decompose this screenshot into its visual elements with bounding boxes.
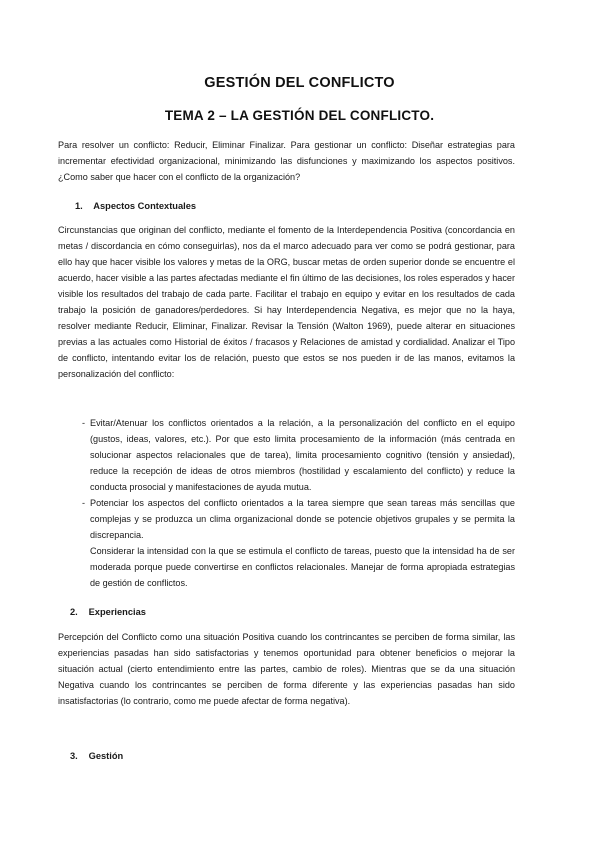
bullet-list [82, 415, 515, 591]
document-subtitle: TEMA 2 – LA GESTIÓN DEL CONFLICTO. [164, 108, 435, 123]
intro-paragraph: Para resolver un conflicto: Reducir, Eliminar Finalizar. Para gestionar un conflicto: Diseñar estrategias para incrementar efectividad organizacional, minimizando las disfunciones y maximizando los aspectos positivos. ¿Como saber que hacer con el conflicto de la organización? [58, 140, 515, 182]
bullet-marker: - [82, 498, 86, 508]
list-item-continuation [90, 543, 515, 591]
list-item-text: Potenciar los aspectos del conflicto orientados a la tarea siempre que sean tareas más sencillas que complejas y se produzca un clima organizacional donde se potencie objetivos grupales y se permita la discrepancia. [90, 498, 515, 540]
section-number: 3. [70, 751, 78, 761]
list-item [82, 415, 515, 495]
section-1-paragraph: Circunstancias que originan del conflicto, mediante el fomento de la Interdependencia Positiva (concordancia en metas / discordancia en cómo conseguirlas), nos da el marco adecuado para ver como se podrá gestionar, para ello hay que hacer visible los valores y metas de la ORG, buscar metas de orden superior donde se encuentre el acuerdo, hacer visible a las partes afectadas mediante el fin último de las decisiones, los roles esperados y hacer visible los resultados del trabajo de cada parte. Facilitar el trabajo en equipo y evitar en los resultados de cada trabajo la posición de ganadores/perdedores. Si hay Interdependencia Negativa, es mejor que no la haya, resolver mediante Reducir, Eliminar, Finalizar. Revisar la Tensión (Walton 1969), puede alterar en situaciones previas a las actuales como Historial de éxitos / fracasos y Relaciones de amistad y cordialidad. Analizar el Tipo de conflicto, intentando evitar los de relación, puesto que estos se nos pueden ir de las manos, evitamos la personalización del conflicto: [58, 225, 515, 379]
section-title: Aspectos Contextuales [93, 201, 197, 211]
section-heading-3 [70, 751, 123, 761]
section-number: 2. [70, 607, 78, 617]
section-title: Gestión [88, 751, 124, 761]
section-number: 1. [75, 201, 83, 211]
section-heading-1 [75, 201, 196, 211]
list-item [82, 495, 515, 543]
section-heading-2 [70, 607, 146, 617]
section-2-paragraph: Percepción del Conflicto como una situación Positiva cuando los contrincantes se perciben de forma similar, las experiencias pasadas han sido satisfactorias y tenemos oportunidad para obtener beneficios o mejorar la situación actual (cierto entendimiento entre las partes, cambio de roles). Mientras que se da una situación Negativa cuando los contrincantes se perciben de forma diferente y las experiencias pasadas han sido insatisfactorias (lo contrario, como me puede afectar de forma negativa). [58, 632, 515, 706]
continuation-text: Considerar la intensidad con la que se estimula el conflicto de tareas, puesto que la intensidad ha de ser moderada porque puede convertirse en conflictos relacionales. Manejar de forma apropiada estrategias de gestión de conflictos. [90, 546, 515, 588]
document-title: GESTIÓN DEL CONFLICTO [204, 75, 395, 91]
list-item-text: Evitar/Atenuar los conflictos orientados a la relación, a la personalización del conflicto en el equipo (gustos, ideas, valores, etc.). Por que esto limita procesamiento de la información (más centrada en solucionar aspectos relacionales que de tarea), limita procesamiento cognitivo (tensión y ansiedad), reduce la recepción de ideas de otros miembros (hostilidad y escalamiento del conflicto) y reduce la conducta prosocial y manifestaciones de ayuda mutua. [90, 418, 515, 492]
section-title: Experiencias [88, 607, 146, 617]
bullet-marker: - [82, 418, 86, 428]
